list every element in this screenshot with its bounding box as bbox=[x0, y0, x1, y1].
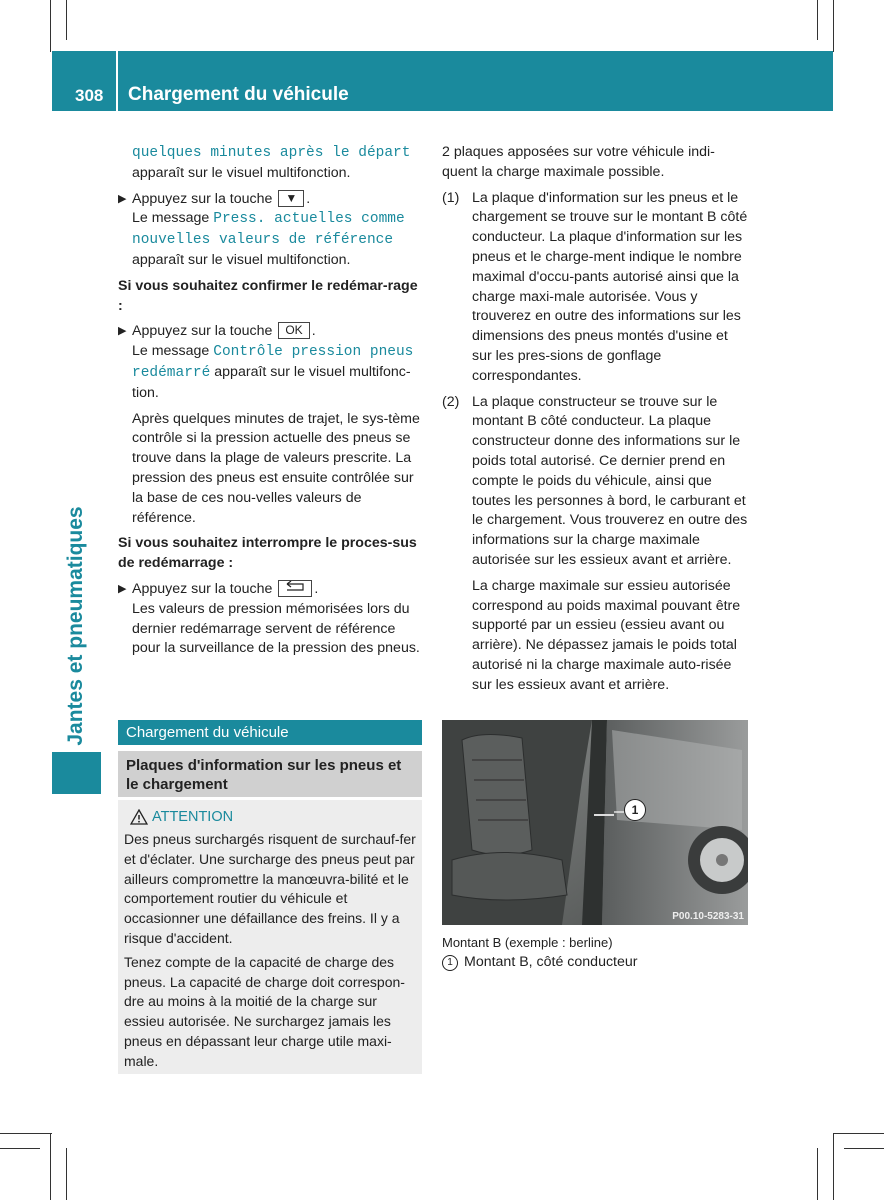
list-item: (1) La plaque d'information sur les pneus et le chargement se trouve sur le montant B côté conducteur. La plaque d'information sur les pneus et le charge-ment indique le nombre maximal d'occu-pants autorisé ainsi que la charge maxi-male autorisée. Vous y trouverez en outre des informations sur les dimensions des pneus montés d'usine et sur les pres-sions de gonflage correspondantes. bbox=[442, 189, 748, 384]
crop-mark bbox=[833, 1133, 884, 1134]
display-message: Contrôle pression pneus bbox=[213, 344, 414, 361]
b-pillar-illustration bbox=[442, 720, 748, 925]
page-number: 308 bbox=[75, 86, 104, 105]
crop-mark bbox=[50, 0, 51, 52]
list-item: (2) La plaque constructeur se trouve sur le montant B côté conducteur. La plaque constructeur donne des informations sur le poids total autorisé. Ce dernier prend en compte le poids du véhicule, ainsi que toutes les personnes à bord, le carburant et le chargement. Vous trouverez en outre des informations sur la charge maximale autorisée sur les essieux avant et arrière. La charge maximale sur essieu autorisée correspond au poids maximal pouvant être supporté par un essieu (essieu avant ou arrière). Ne dépassez jamais le poids total autorisé ni la charge maximale auto-risée sur les essieux avant et arrière. bbox=[442, 393, 748, 693]
display-message: redémarré bbox=[132, 364, 211, 381]
crop-mark bbox=[833, 1133, 834, 1200]
display-message: quelques minutes après le départ bbox=[132, 145, 411, 161]
subheading: Si vous souhaitez confirmer le redémar-rage : bbox=[118, 277, 418, 314]
crop-mark bbox=[66, 1148, 67, 1200]
side-tab-label: Jantes et pneumatiques bbox=[64, 506, 87, 746]
key-ok-icon: OK bbox=[278, 322, 309, 339]
display-message: Press. actuelles comme bbox=[213, 211, 405, 228]
left-column bbox=[118, 143, 424, 659]
instruction-step: ▶ Appuyez sur la touche OK . Le message Contrôle pression pneus redémarré apparaît sur le visuel multifonc-tion. bbox=[118, 323, 414, 401]
list-number: (2) bbox=[442, 393, 460, 410]
instruction-step: ▶ Appuyez sur la touche ▼ . Le message Press. actuelles comme nouvelles valeurs de référence apparaît sur le visuel multifonction. bbox=[118, 190, 405, 268]
legend-number: 1 bbox=[442, 955, 458, 971]
crop-mark bbox=[0, 1148, 40, 1149]
arrow-icon: ▶ bbox=[118, 325, 127, 338]
warning-box bbox=[118, 800, 422, 1074]
warning-title: ATTENTION bbox=[124, 806, 416, 828]
figure-caption: Montant B (exemple : berline) bbox=[442, 935, 613, 950]
instruction-step: ▶ Appuyez sur la touche . Les valeurs de pression mémorisées lors du dernier redémarrage servent de référence pour la surveillance de la pression des pneus. bbox=[118, 580, 420, 657]
paragraph: quelques minutes après le départ apparaît sur le visuel multifonction. bbox=[132, 145, 411, 181]
warning-text: Tenez compte de la capacité de charge des pneus. La capacité de charge doit correspon-dre au moins à la moitié de la charge sur essieu autorisée. Ne surchargez jamais les pneus en dépassant leur charge utile maxi-male. bbox=[124, 953, 405, 1069]
key-back-icon bbox=[278, 580, 312, 597]
figure-code: P00.10-5283-31 bbox=[672, 911, 744, 922]
arrow-icon: ▶ bbox=[118, 192, 127, 205]
crop-mark bbox=[833, 0, 834, 52]
crop-mark bbox=[844, 1148, 884, 1149]
warning-icon bbox=[130, 809, 148, 825]
section-subtitle: Plaques d'information sur les pneus et le chargement bbox=[118, 751, 422, 797]
list-number: (1) bbox=[442, 189, 460, 206]
page-title: Chargement du véhicule bbox=[128, 84, 349, 105]
paragraph: Après quelques minutes de trajet, le sys-tème contrôle si la pression actuelle des pneus se trouve dans la plage de valeurs prescrite. La pression des pneus est ensuite contrôlée sur la base de ces nou-velles valeurs de référence. bbox=[132, 410, 420, 526]
figure-callout: 1 bbox=[624, 799, 646, 821]
figure-legend: 1 Montant B, côté conducteur bbox=[442, 953, 638, 973]
crop-mark bbox=[0, 1133, 52, 1134]
header-divider bbox=[116, 51, 118, 111]
warning-text: Des pneus surchargés risquent de surchauf-fer et d'éclater. Une surcharge des pneus peut par ailleurs compromettre la manœuvra-bilité et le comportement routier du véhicule et occasionner une défaillance des freins. Il y a risque d'accident. bbox=[124, 831, 416, 946]
crop-mark bbox=[817, 0, 818, 40]
crop-mark bbox=[817, 1148, 818, 1200]
section-title: Chargement du véhicule bbox=[118, 720, 422, 745]
side-tab-marker bbox=[52, 752, 101, 794]
arrow-icon: ▶ bbox=[118, 582, 127, 595]
display-message: nouvelles valeurs de référence bbox=[132, 232, 394, 249]
paragraph: 2 plaques apposées sur votre véhicule indi-quent la charge maximale possible. bbox=[442, 144, 715, 180]
right-column bbox=[442, 143, 748, 696]
subheading: Si vous souhaitez interrompre le proces-sus de redémarrage : bbox=[118, 535, 417, 572]
vehicle-photo bbox=[442, 720, 748, 925]
crop-mark bbox=[50, 1133, 51, 1200]
crop-mark bbox=[66, 0, 67, 40]
key-down-icon: ▼ bbox=[278, 190, 304, 207]
